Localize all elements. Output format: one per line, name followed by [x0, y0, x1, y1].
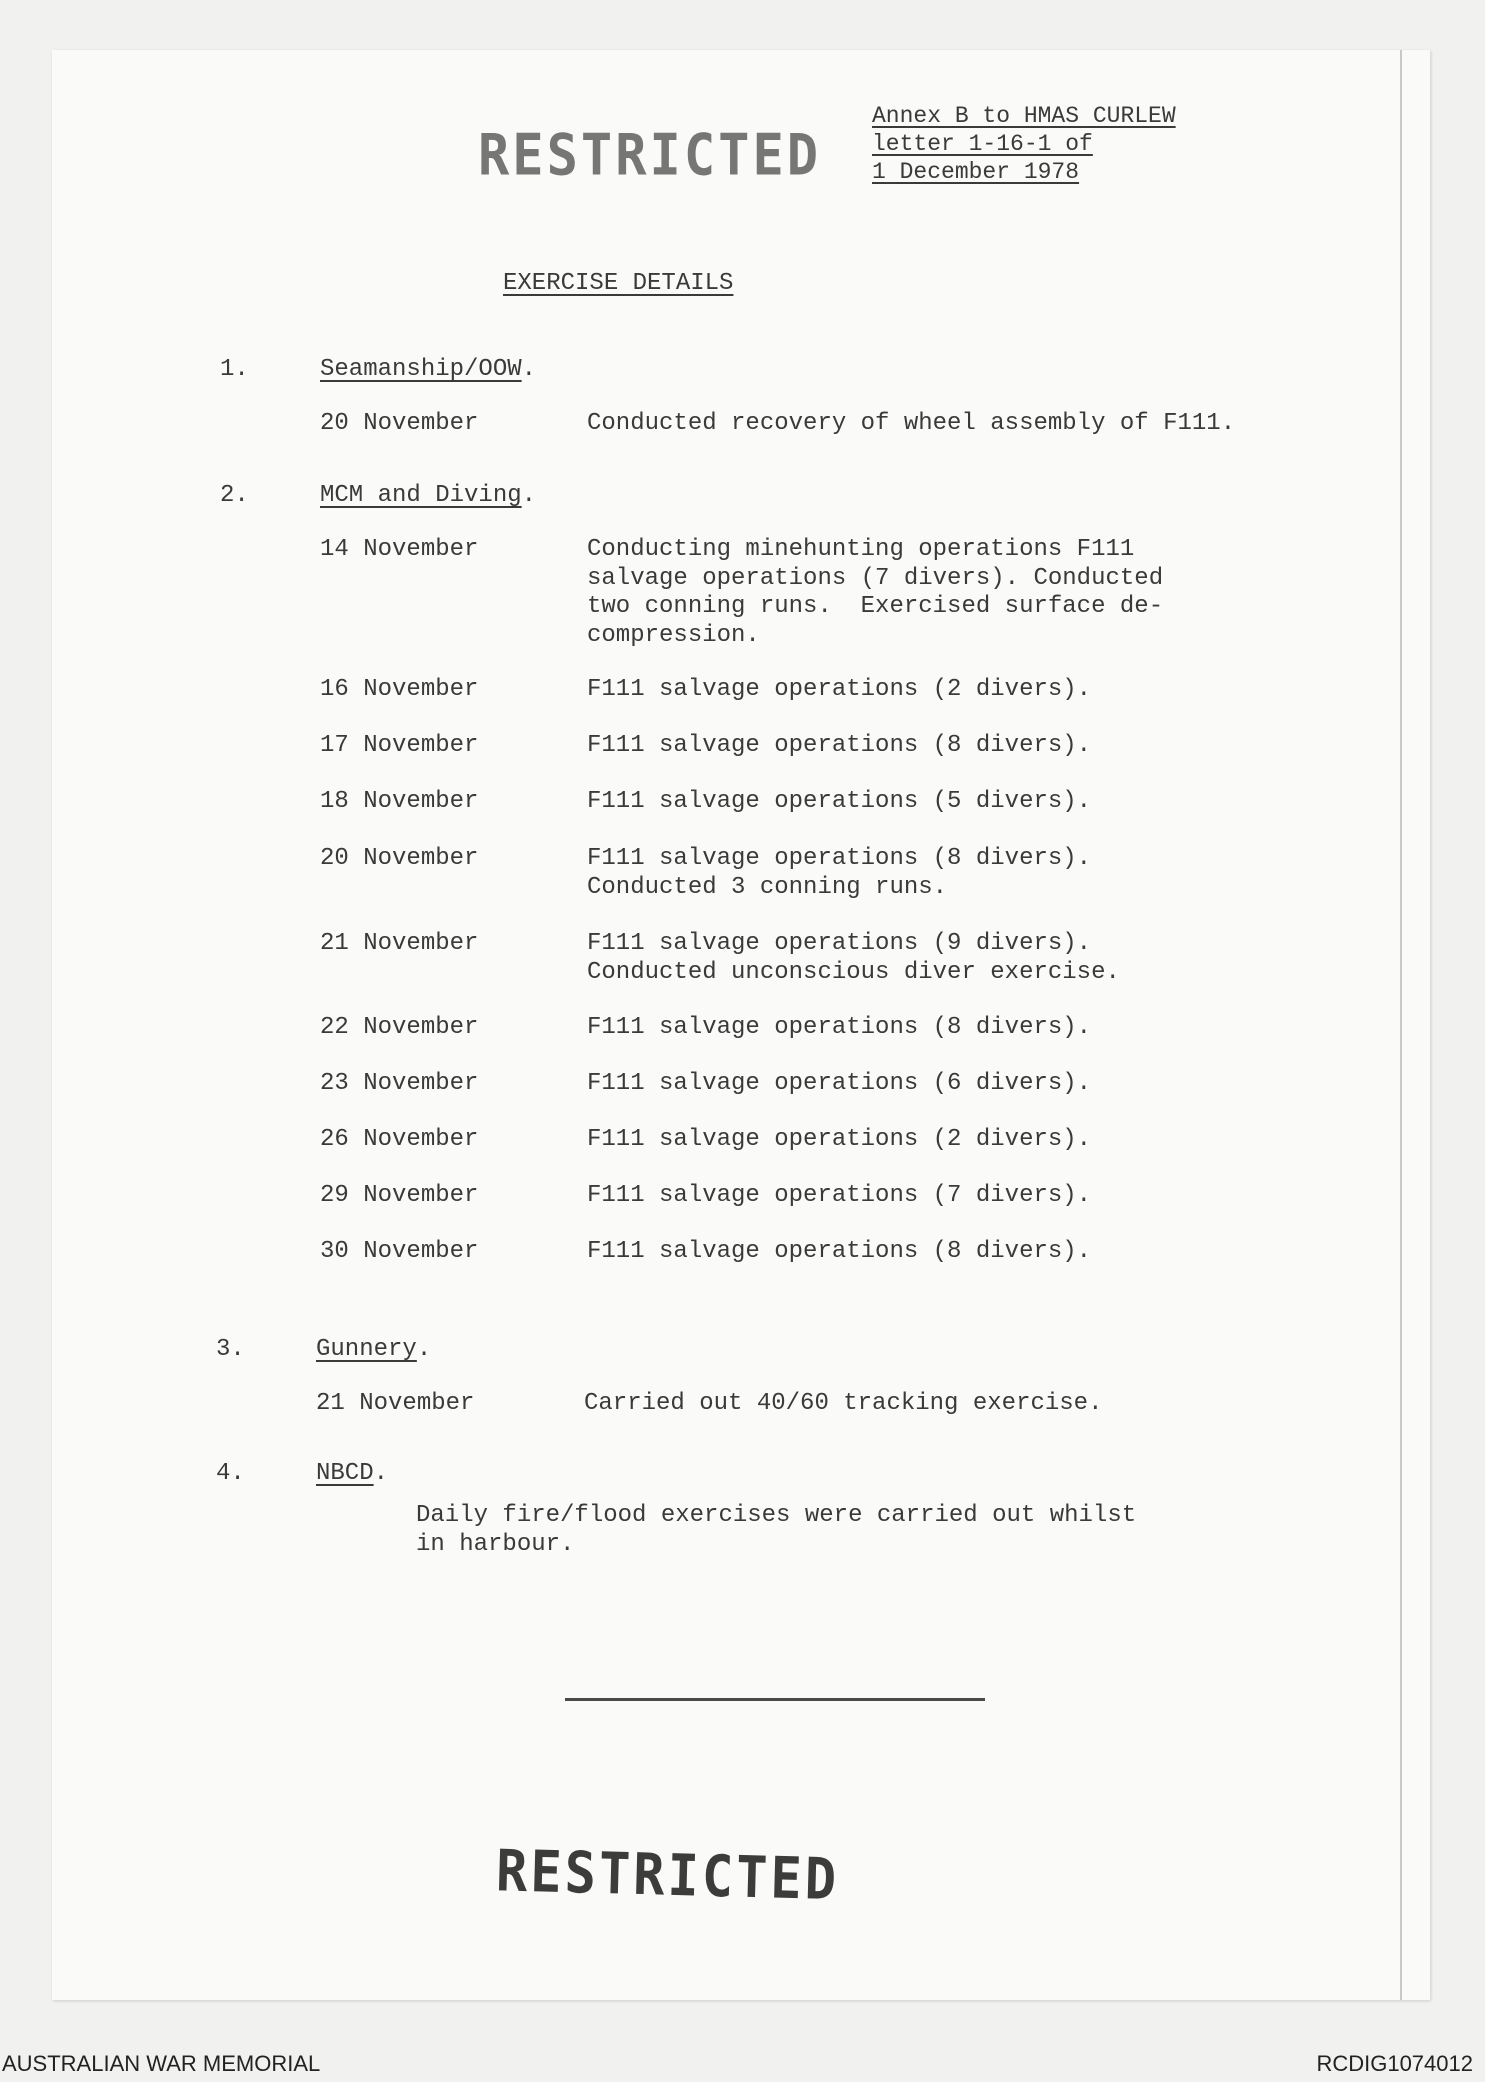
entry-description: F111 salvage operations (6 divers).: [587, 1070, 1092, 1097]
section-title: MCM and Diving.: [320, 482, 537, 509]
entry-description: F111 salvage operations (9 divers). Conducted unconscious diver exercise.: [587, 930, 1120, 986]
entry-description: Conducting minehunting operations F111 salvage operations (7 divers). Conducted two conning runs. Exercised surface de- compression.: [587, 536, 1164, 649]
section-title: NBCD.: [316, 1460, 389, 1487]
section-number: 4.: [216, 1460, 245, 1487]
entry-date: 26 November: [320, 1126, 479, 1153]
section-title: Seamanship/OOW.: [320, 356, 537, 383]
annex-line: Annex B to HMAS CURLEW: [872, 103, 1176, 129]
entry-description: F111 salvage operations (8 divers). Conducted 3 conning runs.: [587, 845, 1092, 901]
annex-line: 1 December 1978: [872, 159, 1080, 185]
entry-description: Carried out 40/60 tracking exercise.: [584, 1390, 1103, 1417]
annex-reference: [872, 102, 1176, 186]
section-number: 3.: [216, 1336, 245, 1363]
closing-rule: [565, 1698, 985, 1701]
restricted-stamp-top: RESTRICTED: [478, 123, 822, 189]
entry-date: 14 November: [320, 536, 479, 563]
entry-description: F111 salvage operations (8 divers).: [587, 1014, 1092, 1041]
restricted-stamp-bottom: RESTRICTED: [495, 1838, 840, 1914]
entry-date: 21 November: [316, 1390, 475, 1417]
entry-date: 16 November: [320, 676, 479, 703]
entry-date: 18 November: [320, 788, 479, 815]
entry-date: 29 November: [320, 1182, 479, 1209]
entry-description: F111 salvage operations (8 divers).: [587, 1238, 1092, 1265]
sheet-edge: [1400, 50, 1402, 2000]
entry-description: F111 salvage operations (7 divers).: [587, 1182, 1092, 1209]
entry-date: 21 November: [320, 930, 479, 957]
annex-line: letter 1-16-1 of: [872, 131, 1093, 157]
entry-description: F111 salvage operations (8 divers).: [587, 732, 1092, 759]
section-title: Gunnery.: [316, 1336, 432, 1363]
entry-description: F111 salvage operations (5 divers).: [587, 788, 1092, 815]
section-note: Daily fire/flood exercises were carried out whilst in harbour.: [416, 1502, 1137, 1558]
archive-credit: AUSTRALIAN WAR MEMORIAL: [2, 2051, 321, 2076]
entry-date: 30 November: [320, 1238, 479, 1265]
entry-date: 22 November: [320, 1014, 479, 1041]
entry-date: 20 November: [320, 845, 479, 872]
document-heading: EXERCISE DETAILS: [503, 270, 734, 297]
section-number: 1.: [220, 356, 249, 383]
entry-date: 23 November: [320, 1070, 479, 1097]
entry-description: Conducted recovery of wheel assembly of F111.: [587, 410, 1236, 437]
section-number: 2.: [220, 482, 249, 509]
archive-id: RCDIG1074012: [1316, 2051, 1473, 2076]
entry-description: F111 salvage operations (2 divers).: [587, 676, 1092, 703]
entry-date: 20 November: [320, 410, 479, 437]
entry-date: 17 November: [320, 732, 479, 759]
entry-description: F111 salvage operations (2 divers).: [587, 1126, 1092, 1153]
